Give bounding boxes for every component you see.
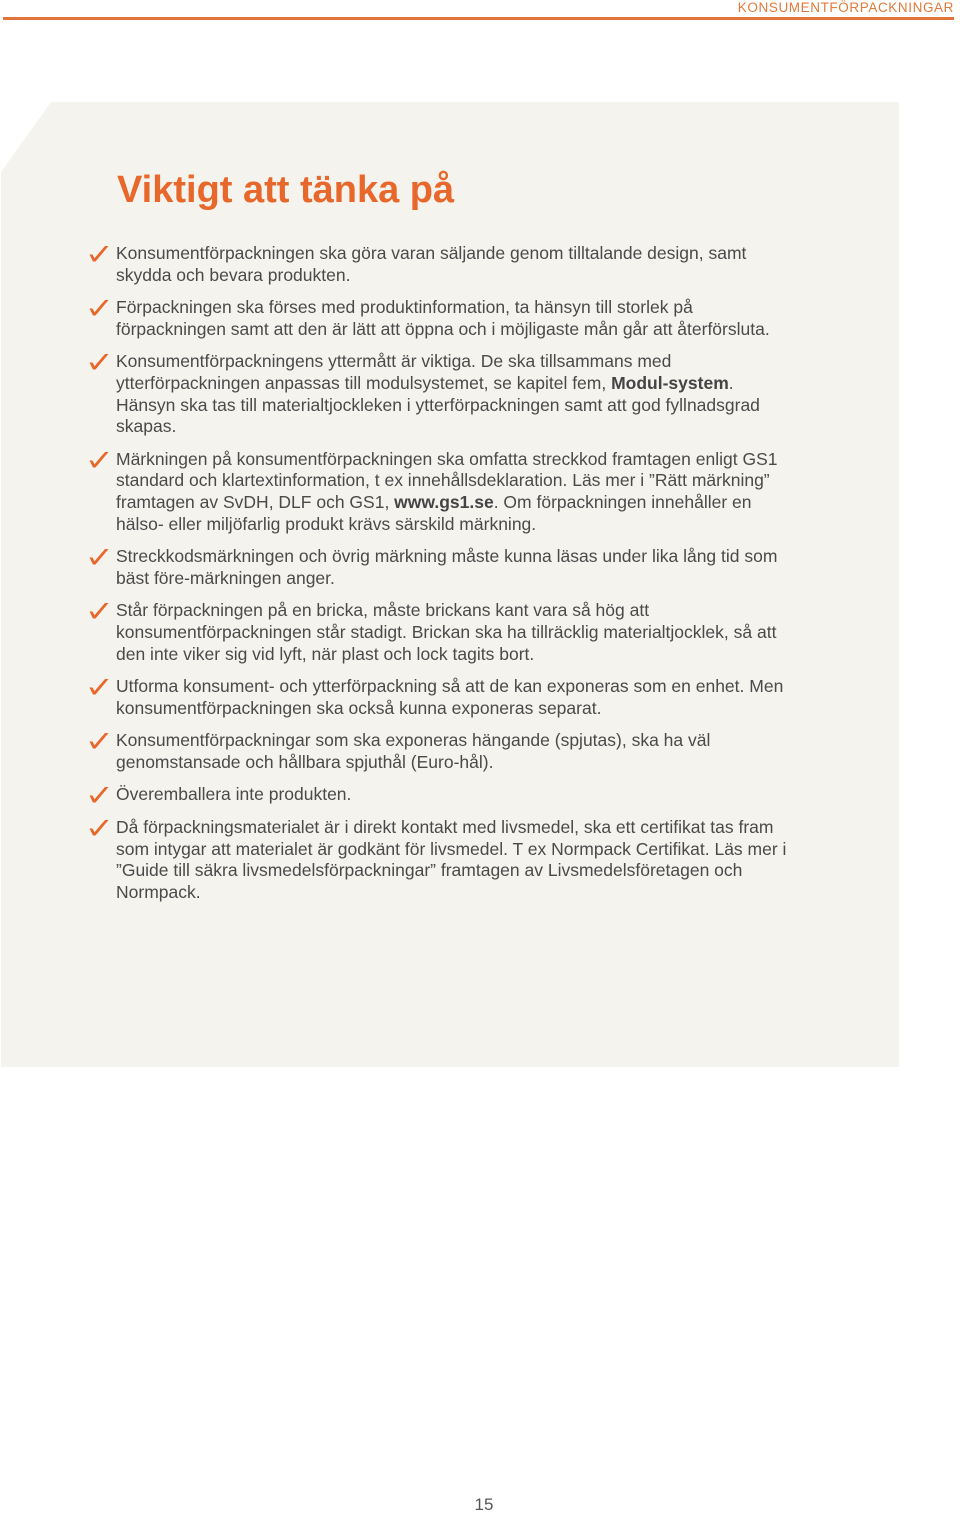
check-icon <box>88 731 110 751</box>
list-item-text: Står förpackningen på en bricka, måste brickans kant vara så hög att konsumentförpackningen står stadigt. Brickan ska ha tillräcklig materialtjocklek, så att den inte viker sig vid lyft, när plast och lock tagits bort. <box>116 600 777 664</box>
check-icon <box>88 601 110 621</box>
list-item-text: Konsumentförpackningen ska göra varan säljande genom tilltalande design, samt skydda och bevara produkten. <box>116 243 747 285</box>
check-icon <box>88 547 110 567</box>
list-item-text: Konsumentförpackningens yttermått är viktiga. De ska tillsammans med ytterförpackningen anpassas till modulsystemet, se kapitel fem, <box>116 351 672 393</box>
checklist <box>88 243 788 914</box>
list-item <box>88 817 788 903</box>
list-item-text: . Hänsyn ska tas till materialtjockleken i ytterförpackningen samt att god fyllnadsgrad skapas. <box>116 372 760 437</box>
list-item <box>88 730 788 773</box>
list-item <box>88 449 788 535</box>
header-divider <box>3 17 954 20</box>
list-item <box>88 600 788 665</box>
list-item-bold-text: www.gs1.se <box>394 491 494 512</box>
list-item-text: Märkningen på konsumentförpackningen ska omfatta streckkod framtagen enligt GS1 standard och klartextinformation, t ex innehållsdeklaration. Läs mer i ”Rätt märkning” framtagen av SvDH, DLF och GS1, <box>116 448 778 512</box>
list-item <box>88 676 788 719</box>
list-item-text: Överemballera inte produkten. <box>116 784 352 805</box>
check-icon <box>88 352 110 372</box>
list-item-text: Streckkodsmärkningen och övrig märkning måste kunna läsas under lika lång tid som bäst före-märkningen anger. <box>116 546 778 588</box>
page-title: Viktigt att tänka på <box>117 169 455 211</box>
list-item-text: Då förpackningsmaterialet är i direkt kontakt med livsmedel, ska ett certifikat tas fram som intygar att materialet är godkänt för livsmedel. T ex Normpack Certifikat. Läs mer i ”Guide till säkra livsmedelsförpackningar” framtagen av Livsmedelsföretagen och Normpack. <box>116 817 787 902</box>
list-item-bold-text: Modul-system <box>611 372 729 393</box>
list-item-text: Utforma konsument- och ytterförpackning så att de kan exponeras som en enhet. Men konsumentförpackningen ska också kunna exponeras separat. <box>116 676 784 718</box>
list-item <box>88 351 788 437</box>
check-icon <box>88 818 110 838</box>
check-icon <box>88 677 110 697</box>
list-item-text: Konsumentförpackningar som ska exponeras hängande (spjutas), ska ha väl genomstansade och hållbara spjuthål (Euro-hål). <box>116 730 711 772</box>
list-item <box>88 243 788 286</box>
section-header-label: KONSUMENTFÖRPACKNINGAR <box>737 0 954 15</box>
list-item-text: . Om förpackningen innehåller en hälso- eller miljöfarlig produkt krävs särskild märkning. <box>116 491 752 534</box>
page-number: 15 <box>474 1495 494 1514</box>
list-item-text: Förpackningen ska förses med produktinformation, ta hänsyn till storlek på förpackningen samt att den är lätt att öppna och i möjligaste mån går att återförsluta. <box>116 297 770 339</box>
check-icon <box>88 785 110 805</box>
check-icon <box>88 450 110 470</box>
check-icon <box>88 298 110 318</box>
check-icon <box>88 244 110 264</box>
list-item <box>88 546 788 589</box>
list-item <box>88 784 788 806</box>
list-item <box>88 297 788 340</box>
